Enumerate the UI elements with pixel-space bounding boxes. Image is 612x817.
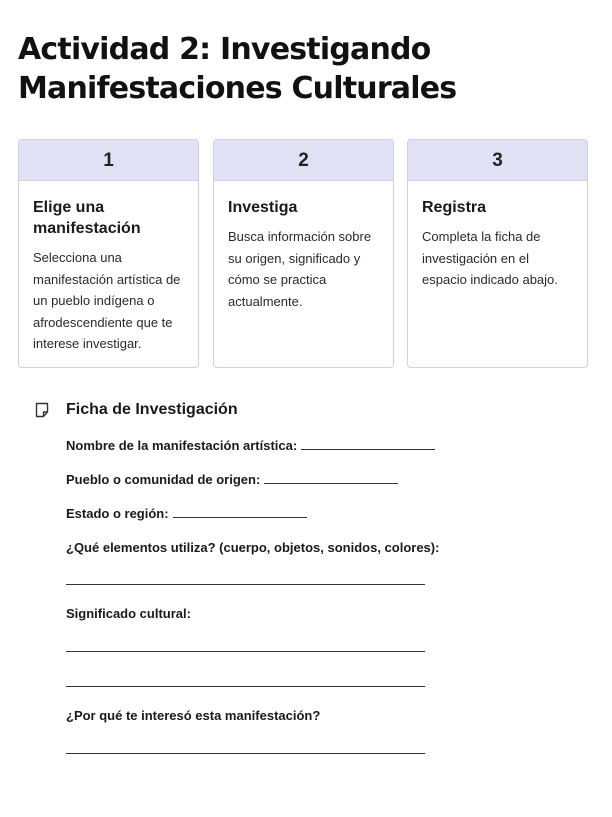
field-label: Pueblo o comunidad de origen: xyxy=(66,472,261,487)
step-text: Selecciona una manifestación artística de un pueblo indígena o afrodescendiente que te interese investigar. xyxy=(33,250,181,352)
field-label: Nombre de la manifestación artística: xyxy=(66,438,298,453)
step-card-1 xyxy=(18,139,199,368)
field-porque: ¿Por qué te interesó esta manifestación? xyxy=(66,708,321,723)
answer-blank[interactable] xyxy=(264,471,398,484)
step-card-2 xyxy=(213,139,394,368)
ficha-title: Ficha de Investigación xyxy=(66,401,238,418)
field-label: Estado o región: xyxy=(66,506,169,521)
step-text: Completa la ficha de investigación en el espacio indicado abajo. xyxy=(422,229,558,288)
field-estado xyxy=(66,505,307,522)
step-number: 2 xyxy=(214,140,393,181)
step-text: Busca información sobre su origen, significado y cómo se practica actualmente. xyxy=(228,229,372,309)
step-title: Elige una manifestación xyxy=(33,199,141,237)
answer-line[interactable] xyxy=(66,584,425,585)
field-pueblo xyxy=(66,471,398,488)
field-nombre xyxy=(66,437,435,454)
answer-blank[interactable] xyxy=(301,437,435,450)
answer-line[interactable] xyxy=(66,686,425,687)
step-number: 3 xyxy=(408,140,587,181)
answer-blank[interactable] xyxy=(173,505,307,518)
field-significado: Significado cultural: xyxy=(66,606,191,621)
steps-row xyxy=(18,139,588,368)
note-icon xyxy=(34,402,50,418)
page-title: Actividad 2: Investigando Manifestaciones Culturales xyxy=(18,32,457,106)
step-number: 1 xyxy=(19,140,198,181)
answer-line[interactable] xyxy=(66,753,425,754)
field-elementos: ¿Qué elementos utiliza? (cuerpo, objetos, sonidos, colores): xyxy=(66,540,440,555)
step-title: Registra xyxy=(422,199,487,216)
answer-line[interactable] xyxy=(66,651,425,652)
step-card-3 xyxy=(407,139,588,368)
step-title: Investiga xyxy=(228,199,298,216)
